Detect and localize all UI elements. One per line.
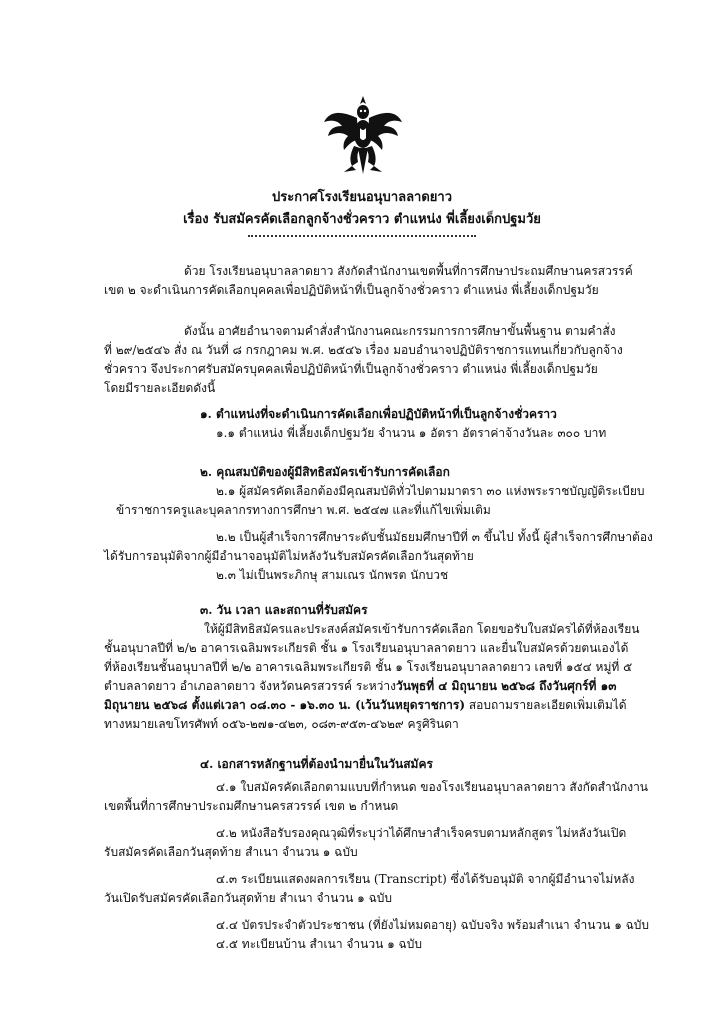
section-4-item-cont: วันเปิดรับสมัครคัดเลือกวันสุดท้าย สำเนา จำนวน ๑ ฉบับ [104, 891, 393, 905]
section-3-line [104, 696, 664, 715]
section-4-item: ๔.๕ ทะเบียนบ้าน สำเนา จำนวน ๑ ฉบับ [216, 937, 422, 951]
section-1-item: ๑.๑ ตำแหน่ง พี่เลี้ยงเด็กปฐมวัย จำนวน ๑ อัตรา อัตราค่าจ้างวันละ ๓๐๐ บาท [216, 426, 607, 440]
section-2-item-cont: ได้รับการอนุมัติจากผู้มีอำนาจอนุมัติไม่หลังวันรับสมัครคัดเลือกวันสุดท้าย [104, 549, 474, 563]
section-3-heading: ๓. วัน เวลา และสถานที่รับสมัคร [200, 603, 368, 617]
section-3 [104, 601, 664, 734]
section-2-item: ๒.๒ เป็นผู้สำเร็จการศึกษาระดับชั้นมัธยมศึกษาปีที่ ๓ ขึ้นไป ทั้งนี้ ผู้สำเร็จการศึกษาต้อง [216, 530, 653, 544]
section-1-heading: ๑. ตำแหน่งที่จะดำเนินการคัดเลือกเพื่อปฏิบัติหน้าที่เป็นลูกจ้างชั่วคราว [200, 407, 557, 421]
authority-paragraph [104, 322, 664, 398]
announcement-subject: เรื่อง รับสมัครคัดเลือกลูกจ้างชั่วคราว ตำแหน่ง พี่เลี้ยงเด็กปฐมวัย [183, 212, 541, 227]
section-4 [104, 755, 664, 954]
section-2-item: ๒.๑ ผู้สมัครคัดเลือกต้องมีคุณสมบัติทั่วไปตามมาตรา ๓๐ แห่งพระราชบัญญัติระเบียบ [216, 484, 645, 498]
authority-line: โดยมีรายละเอียดดังนี้ [104, 381, 216, 395]
section-3-contact-note: สอบถามรายละเอียดเพิ่มเติมได้ [465, 698, 627, 712]
section-4-item-cont: รับสมัครคัดเลือกวันสุดท้าย สำเนา จำนวน ๑ ฉบับ [104, 845, 358, 859]
section-2-heading: ๒. คุณสมบัติของผู้มีสิทธิสมัครเข้ารับการคัดเลือก [200, 465, 450, 479]
dotted-divider [248, 235, 476, 237]
section-3-line [104, 677, 664, 696]
section-3-line: ที่ห้องเรียนชั้นอนุบาลปีที่ ๒/๒ อาคารเฉลิมพระเกียรติ ชั้น ๑ โรงเรียนอนุบาลลาดยาว เลขที่ ๑๕๔ หมู่ที่ ๕ [104, 660, 633, 674]
garuda-emblem-icon [322, 92, 404, 176]
intro-paragraph [104, 262, 664, 300]
section-2 [104, 463, 664, 585]
section-2-item: ๒.๓ ไม่เป็นพระภิกษุ สามเณร นักพรต นักบวช [216, 568, 449, 582]
section-3-line: ชั้นอนุบาลปีที่ ๒/๒ อาคารเฉลิมพระเกียรติ ชั้น ๑ โรงเรียนอนุบาลลาดยาว และยื่นใบสมัครด้วยตนเองได้ [104, 641, 629, 655]
authority-line: ชั่วคราว จึงประกาศรับสมัครบุคคลเพื่อปฏิบัติหน้าที่เป็นลูกจ้างชั่วคราว ตำแหน่ง พี่เลี้ยงเด็กปฐมวัย [104, 362, 598, 376]
intro-line: ด้วย โรงเรียนอนุบาลลาดยาว สังกัดสำนักงานเขตพื้นที่การศึกษาประถมศึกษานครสวรรค์ [184, 264, 633, 278]
section-1 [104, 405, 664, 443]
section-4-item: ๔.๑ ใบสมัครคัดเลือกตามแบบที่กำหนด ของโรงเรียนอนุบาลลาดยาว สังกัดสำนักงาน [216, 780, 649, 794]
intro-line: เขต ๒ จะดำเนินการคัดเลือกบุคคลเพื่อปฏิบัติหน้าที่เป็นลูกจ้างชั่วคราว ตำแหน่ง พี่เลี้ยงเด็กปฐมวัย [104, 283, 599, 297]
section-3-hours: มิถุนายน ๒๕๖๘ ตั้งแต่เวลา ๐๘.๓๐ - ๑๖.๓๐ น. (เว้นวันหยุดราชการ) [104, 698, 466, 712]
section-3-address: ตำบลลาดยาว อำเภอลาดยาว จังหวัดนครสวรรค์ ระหว่าง [104, 679, 397, 693]
section-2-item-cont: ข้าราชการครูและบุคลากรทางการศึกษา พ.ศ. ๒๕๔๗ และที่แก้ไขเพิ่มเติม [116, 503, 491, 517]
section-3-line: ให้ผู้มีสิทธิสมัครและประสงค์สมัครเข้ารับการคัดเลือก โดยขอรับใบสมัครได้ที่ห้องเรียน [204, 622, 640, 636]
section-4-item: ๔.๒ หนังสือรับรองคุณวุฒิที่ระบุว่าได้ศึกษาสำเร็จครบตามหลักสูตร ไม่หลังวันเปิด [216, 826, 627, 840]
authority-line: ที่ ๒๙/๒๕๔๖ สั่ง ณ วันที่ ๘ กรกฎาคม พ.ศ. ๒๕๔๖ เรื่อง มอบอำนาจปฏิบัติราชการแทนเกี่ยวกับลูกจ้าง [104, 343, 623, 357]
announcement-title: ประกาศโรงเรียนอนุบาลลาดยาว [271, 190, 453, 205]
section-4-item: ๔.๔ บัตรประจำตัวประชาชน (ที่ยังไม่หมดอายุ) ฉบับจริง พร้อมสำเนา จำนวน ๑ ฉบับ [216, 918, 650, 932]
section-4-heading: ๔. เอกสารหลักฐานที่ต้องนำมายื่นในวันสมัคร [200, 757, 433, 771]
section-4-item-cont: เขตพื้นที่การศึกษาประถมศึกษานครสวรรค์ เขต ๒ กำหนด [104, 799, 399, 813]
section-4-item: ๔.๓ ระเบียนแสดงผลการเรียน (Transcript) ซึ่งได้รับอนุมัติ จากผู้มีอำนาจไม่หลัง [216, 872, 635, 886]
section-3-line: ทางหมายเลขโทรศัพท์ ๐๕๖-๒๗๑-๔๒๓, ๐๘๓-๙๕๓-๔๖๒๙ ครูศิรินดา [104, 717, 459, 731]
section-3-dates: วันพุธที่ ๔ มิถุนายน ๒๕๖๘ ถึงวันศุกร์ที่ ๑๓ [396, 679, 617, 693]
authority-line: ดังนั้น อาศัยอำนาจตามคำสั่งสำนักงานคณะกรรมการการศึกษาขั้นพื้นฐาน ตามคำสั่ง [184, 324, 616, 338]
